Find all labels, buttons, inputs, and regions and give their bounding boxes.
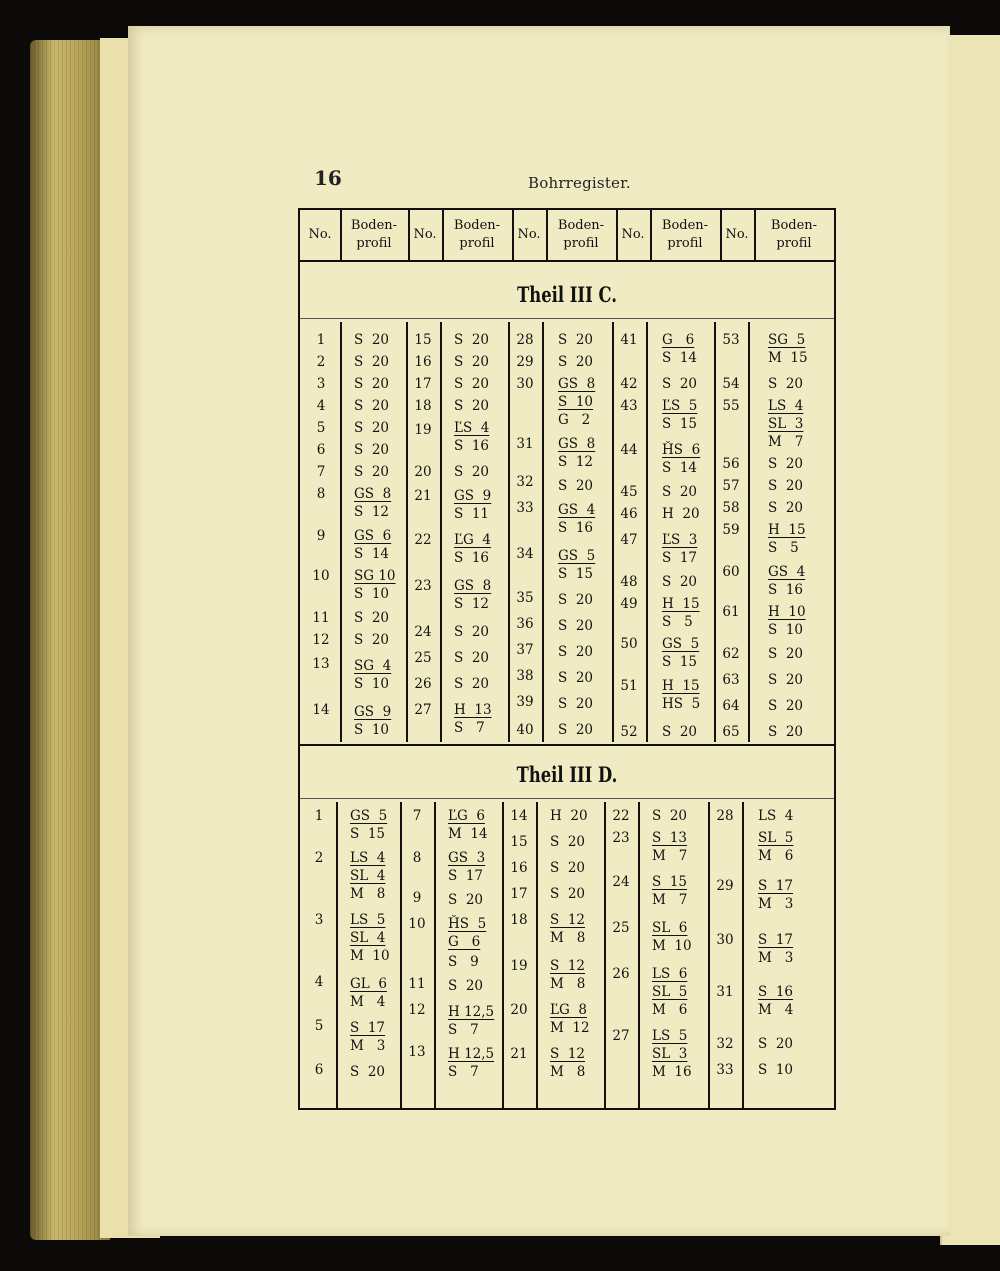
section-d-entry-number: 2 [314, 850, 324, 866]
section-d-soil-profile: ĽG 8 [550, 1002, 587, 1018]
section-c-soil-profile: S 20 [354, 376, 390, 392]
section-d-soil-profile: GL 6 [350, 976, 387, 992]
section-c-soil-profile: S 20 [558, 354, 594, 370]
section-c-entry-number: 35 [516, 590, 534, 606]
section-d-soil-profile: M 3 [758, 950, 794, 966]
section-d-soil-profile: M 8 [550, 976, 586, 992]
section-d-soil-profile: S 10 [758, 1062, 794, 1078]
section-d-soil-profile: G 6 [448, 934, 481, 950]
section-c-soil-profile: G 6 [662, 332, 695, 348]
book-page [128, 26, 950, 1236]
section-c-entry-number: 1 [316, 332, 326, 348]
section-c-soil-profile: S 20 [768, 376, 804, 392]
book-edge [30, 40, 110, 1240]
section-d-entry-number: 17 [510, 886, 528, 902]
section-c-soil-profile: GS 8 [558, 376, 596, 392]
section-d-soil-profile: M 8 [550, 930, 586, 946]
running-head: Bohrregister. [528, 174, 631, 192]
section-c-entry-number: 17 [414, 376, 432, 392]
section-d-entry-number: 29 [716, 878, 734, 894]
section-d-soil-profile: M 3 [350, 1038, 386, 1054]
section-c-soil-profile: ĽS 3 [662, 532, 698, 548]
section-c-entry-number: 3 [316, 376, 326, 392]
section-c-soil-profile: S 20 [354, 332, 390, 348]
section-c-soil-profile: S 20 [662, 724, 698, 740]
section-c-entry-number: 31 [516, 436, 534, 452]
section-d-entry-number: 31 [716, 984, 734, 1000]
section-c-entry-number: 40 [516, 722, 534, 738]
section-c-entry-number: 65 [722, 724, 740, 740]
section-c-soil-profile: GS 8 [354, 486, 392, 502]
section-c-soil-profile: S 20 [558, 670, 594, 686]
section-c-entry-number: 51 [620, 678, 638, 694]
section-c-entry-number: 33 [516, 500, 534, 516]
section-c-soil-profile: S 20 [354, 610, 390, 626]
section-d-entry-number: 8 [412, 850, 422, 866]
section-d-entry-number: 23 [612, 830, 630, 846]
section-c-soil-profile: S 20 [354, 398, 390, 414]
section-d-entry-number: 5 [314, 1018, 324, 1034]
section-d-soil-profile: M 12 [550, 1020, 590, 1036]
section-c-soil-profile: S 20 [768, 456, 804, 472]
section-c-soil-profile: S 20 [454, 676, 490, 692]
section-d-soil-profile: SL 5 [652, 984, 688, 1000]
section-c-entry-number: 41 [620, 332, 638, 348]
section-d-column-line [434, 802, 436, 1108]
section-c-entry-number: 62 [722, 646, 740, 662]
section-d-soil-profile: M 16 [652, 1064, 692, 1080]
section-d-entry-number: 26 [612, 966, 630, 982]
section-d-soil-profile: M 6 [758, 848, 794, 864]
section-c-entry-number: 42 [620, 376, 638, 392]
section-c-entry-number: 47 [620, 532, 638, 548]
section-c-soil-profile: S 20 [558, 478, 594, 494]
section-c-soil-profile: S 12 [558, 454, 594, 470]
section-c-entry-number: 10 [312, 568, 330, 584]
section-d-entry-number: 9 [412, 890, 422, 906]
section-c-entry-number: 13 [312, 656, 330, 672]
header-column-line [408, 210, 410, 260]
section-d-soil-profile: SL 4 [350, 868, 386, 884]
section-d-soil-profile: SL 5 [758, 830, 794, 846]
section-c-soil-profile: S 12 [354, 504, 390, 520]
section-d-soil-profile: S 9 [448, 954, 479, 970]
section-c-soil-profile: S 14 [354, 546, 390, 562]
section-c-soil-profile: S 20 [662, 574, 698, 590]
section-d-soil-profile: SL 4 [350, 930, 386, 946]
section-c-entry-number: 44 [620, 442, 638, 458]
header-bodenprofil: Boden- profil [770, 218, 818, 251]
header-no: No. [308, 227, 332, 242]
section-d-soil-profile: S 17 [350, 1020, 386, 1036]
section-d-column-line [638, 802, 640, 1108]
section-c-soil-profile: S 20 [558, 722, 594, 738]
section-c-entry-number: 16 [414, 354, 432, 370]
section-c-entry-number: 53 [722, 332, 740, 348]
section-c-entry-number: 37 [516, 642, 534, 658]
section-c-soil-profile: S 20 [558, 618, 594, 634]
section-d-entry-number: 27 [612, 1028, 630, 1044]
section-c-soil-profile: H 10 [768, 604, 806, 620]
header-column-line [754, 210, 756, 260]
section-d-soil-profile: SL 3 [652, 1046, 688, 1062]
section-d-soil-profile: ȞS 5 [448, 916, 487, 932]
section-d-soil-profile: LS 5 [350, 912, 386, 928]
section-c-entry-number: 27 [414, 702, 432, 718]
section-c-soil-profile: ĽS 4 [454, 420, 490, 436]
section-d-soil-profile: S 7 [448, 1064, 479, 1080]
section-c-soil-profile: S 17 [662, 550, 698, 566]
section-c-entry-number: 24 [414, 624, 432, 640]
section-c-entry-number: 26 [414, 676, 432, 692]
section-d-soil-profile: M 10 [652, 938, 692, 954]
section-d-entry-number: 4 [314, 974, 324, 990]
section-c-entry-number: 50 [620, 636, 638, 652]
section-c-column-line [646, 322, 648, 742]
section-c-entry-number: 11 [312, 610, 330, 626]
section-c-soil-profile: S 20 [768, 478, 804, 494]
section-d-entry-number: 10 [408, 916, 426, 932]
section-c-soil-profile: S 20 [768, 500, 804, 516]
section-c-soil-profile: S 20 [558, 592, 594, 608]
section-c-entry-number: 43 [620, 398, 638, 414]
section-d-soil-profile: S 16 [758, 984, 794, 1000]
section-c-entry-number: 22 [414, 532, 432, 548]
section-c-soil-profile: S 20 [662, 484, 698, 500]
section-c-entry-number: 61 [722, 604, 740, 620]
section-d-entry-number: 32 [716, 1036, 734, 1052]
section-d-soil-profile: S 20 [448, 978, 484, 994]
section-c-soil-profile: S 20 [454, 650, 490, 666]
section-c-soil-profile: S 20 [354, 442, 390, 458]
section-c-column-line [748, 322, 750, 742]
section-c-entry-number: 2 [316, 354, 326, 370]
section-c-soil-profile: S 10 [354, 722, 390, 738]
section-d-soil-profile: H 20 [550, 808, 588, 824]
section-c-soil-profile: S 5 [768, 540, 799, 556]
section-c-entry-number: 45 [620, 484, 638, 500]
section-d-soil-profile: LS 4 [350, 850, 386, 866]
section-c-rule [300, 318, 834, 319]
section-c-soil-profile: S 10 [558, 394, 594, 410]
section-c-soil-profile: S 20 [662, 376, 698, 392]
section-c-soil-profile: S 20 [768, 672, 804, 688]
section-c-entry-number: 34 [516, 546, 534, 562]
section-d-entry-number: 1 [314, 808, 324, 824]
header-no: No. [413, 227, 437, 242]
section-d-entry-number: 12 [408, 1002, 426, 1018]
section-c-entry-number: 20 [414, 464, 432, 480]
header-bodenprofil: Boden- profil [350, 218, 398, 251]
section-d-soil-profile: M 3 [758, 896, 794, 912]
section-c-soil-profile: SG 5 [768, 332, 806, 348]
section-c-soil-profile: S 20 [454, 464, 490, 480]
section-c-soil-profile: SL 3 [768, 416, 804, 432]
section-d-soil-profile: S 20 [550, 834, 586, 850]
section-c-entry-number: 57 [722, 478, 740, 494]
section-d-entry-number: 7 [412, 808, 422, 824]
section-c-soil-profile: S 15 [662, 416, 698, 432]
section-c-soil-profile: S 14 [662, 350, 698, 366]
section-c-entry-number: 60 [722, 564, 740, 580]
section-c-soil-profile: S 5 [662, 614, 693, 630]
section-d-soil-profile: S 20 [550, 860, 586, 876]
header-no: No. [621, 227, 645, 242]
section-title-d: Theil III D. [516, 762, 618, 787]
section-c-column-line [340, 322, 342, 742]
section-c-soil-profile: H 15 [662, 678, 700, 694]
section-c-soil-profile: S 15 [558, 566, 594, 582]
section-d-rule [300, 798, 834, 799]
section-c-soil-profile: HS 5 [662, 696, 701, 712]
section-d-soil-profile: M 7 [652, 892, 688, 908]
section-c-soil-profile: GS 8 [454, 578, 492, 594]
section-d-entry-number: 21 [510, 1046, 528, 1062]
section-c-soil-profile: SG 4 [354, 658, 392, 674]
header-no: No. [725, 227, 749, 242]
section-c-entry-number: 28 [516, 332, 534, 348]
section-d-soil-profile: S 15 [350, 826, 386, 842]
section-c-soil-profile: GS 9 [454, 488, 492, 504]
header-column-line [650, 210, 652, 260]
section-d-soil-profile: M 4 [350, 994, 386, 1010]
section-c-entry-number: 46 [620, 506, 638, 522]
section-c-entry-number: 54 [722, 376, 740, 392]
section-c-entry-number: 5 [316, 420, 326, 436]
section-c-soil-profile: M 15 [768, 350, 808, 366]
section-c-entry-number: 12 [312, 632, 330, 648]
section-c-soil-profile: S 20 [768, 724, 804, 740]
section-c-entry-number: 23 [414, 578, 432, 594]
section-d-column-line [604, 802, 606, 1108]
header-column-line [340, 210, 342, 260]
section-c-entry-number: 63 [722, 672, 740, 688]
section-c-entry-number: 52 [620, 724, 638, 740]
header-column-line [512, 210, 514, 260]
section-d-soil-profile: S 20 [448, 892, 484, 908]
section-d-soil-profile: S 20 [652, 808, 688, 824]
section-d-entry-number: 18 [510, 912, 528, 928]
page-number: 16 [314, 166, 342, 190]
section-c-soil-profile: S 16 [768, 582, 804, 598]
section-d-soil-profile: ĽG 6 [448, 808, 485, 824]
section-c-entry-number: 8 [316, 486, 326, 502]
header-column-line [720, 210, 722, 260]
section-d-soil-profile: LS 5 [652, 1028, 688, 1044]
section-c-entry-number: 15 [414, 332, 432, 348]
section-d-entry-number: 24 [612, 874, 630, 890]
section-c-soil-profile: GS 4 [558, 502, 596, 518]
section-d-column-line [536, 802, 538, 1108]
section-c-soil-profile: S 10 [354, 676, 390, 692]
section-d-entry-number: 6 [314, 1062, 324, 1078]
section-c-entry-number: 6 [316, 442, 326, 458]
section-c-soil-profile: M 7 [768, 434, 804, 450]
section-c-entry-number: 30 [516, 376, 534, 392]
section-c-soil-profile: S 20 [354, 464, 390, 480]
section-d-soil-profile: M 6 [652, 1002, 688, 1018]
section-c-entry-number: 48 [620, 574, 638, 590]
section-c-soil-profile: S 20 [454, 354, 490, 370]
section-c-soil-profile: ĽG 4 [454, 532, 491, 548]
section-c-soil-profile: S 20 [454, 624, 490, 640]
section-d-entry-number: 16 [510, 860, 528, 876]
section-d-soil-profile: S 15 [652, 874, 688, 890]
section-c-entry-number: 29 [516, 354, 534, 370]
section-d-entry-number: 3 [314, 912, 324, 928]
header-column-line [616, 210, 618, 260]
section-d-soil-profile: M 14 [448, 826, 488, 842]
section-c-soil-profile: SG 10 [354, 568, 396, 584]
section-c-soil-profile: H 20 [662, 506, 700, 522]
section-d-soil-profile: S 12 [550, 1046, 586, 1062]
section-c-soil-profile: S 15 [662, 654, 698, 670]
section-c-soil-profile: S 20 [354, 632, 390, 648]
section-d-column-line [336, 802, 338, 1108]
header-no: No. [517, 227, 541, 242]
section-c-entry-number: 19 [414, 422, 432, 438]
section-d-entry-number: 11 [408, 976, 426, 992]
section-c-entry-number: 7 [316, 464, 326, 480]
section-c-entry-number: 49 [620, 596, 638, 612]
section-d-column-line [742, 802, 744, 1108]
section-c-soil-profile: S 20 [558, 332, 594, 348]
section-c-soil-profile: H 15 [662, 596, 700, 612]
section-c-soil-profile: S 20 [768, 698, 804, 714]
section-c-soil-profile: LS 4 [768, 398, 804, 414]
section-c-entry-number: 25 [414, 650, 432, 666]
section-divider [300, 744, 834, 746]
section-d-entry-number: 33 [716, 1062, 734, 1078]
section-d-entry-number: 15 [510, 834, 528, 850]
section-title-c: Theil III C. [517, 282, 617, 307]
section-d-soil-profile: M 7 [652, 848, 688, 864]
section-d-soil-profile: GS 3 [448, 850, 486, 866]
section-d-soil-profile: S 13 [652, 830, 688, 846]
section-d-soil-profile: LS 4 [758, 808, 794, 824]
section-c-entry-number: 4 [316, 398, 326, 414]
section-d-soil-profile: S 20 [550, 886, 586, 902]
header-bodenprofil: Boden- profil [557, 218, 605, 251]
section-c-entry-number: 38 [516, 668, 534, 684]
section-c-soil-profile: H 13 [454, 702, 492, 718]
section-c-soil-profile: S 20 [354, 354, 390, 370]
section-c-soil-profile: GS 9 [354, 704, 392, 720]
section-c-soil-profile: S 20 [454, 376, 490, 392]
section-d-soil-profile: S 12 [550, 912, 586, 928]
section-c-soil-profile: S 11 [454, 506, 490, 522]
section-d-entry-number: 22 [612, 808, 630, 824]
section-c-soil-profile: GS 6 [354, 528, 392, 544]
section-c-soil-profile: S 16 [558, 520, 594, 536]
section-d-soil-profile: H 12,5 [448, 1004, 495, 1020]
section-d-soil-profile: S 17 [758, 878, 794, 894]
section-c-soil-profile: S 12 [454, 596, 490, 612]
section-d-soil-profile: M 8 [350, 886, 386, 902]
section-c-entry-number: 39 [516, 694, 534, 710]
section-d-soil-profile: S 20 [758, 1036, 794, 1052]
section-c-soil-profile: S 10 [354, 586, 390, 602]
section-d-column-line [400, 802, 402, 1108]
section-c-soil-profile: H 15 [768, 522, 806, 538]
section-d-entry-number: 14 [510, 808, 528, 824]
section-d-soil-profile: M 4 [758, 1002, 794, 1018]
section-c-entry-number: 55 [722, 398, 740, 414]
section-d-soil-profile: GS 5 [350, 808, 388, 824]
section-c-column-line [440, 322, 442, 742]
section-c-soil-profile: S 20 [454, 398, 490, 414]
section-d-soil-profile: S 17 [758, 932, 794, 948]
section-d-soil-profile: M 8 [550, 1064, 586, 1080]
section-c-soil-profile: S 16 [454, 438, 490, 454]
section-d-entry-number: 13 [408, 1044, 426, 1060]
drill-register-table [298, 208, 836, 1110]
section-c-column-line [542, 322, 544, 742]
section-d-soil-profile: S 17 [448, 868, 484, 884]
section-d-soil-profile: S 7 [448, 1022, 479, 1038]
section-c-soil-profile: S 16 [454, 550, 490, 566]
section-d-entry-number: 28 [716, 808, 734, 824]
section-d-entry-number: 19 [510, 958, 528, 974]
section-c-entry-number: 58 [722, 500, 740, 516]
section-c-soil-profile: GS 4 [768, 564, 806, 580]
section-c-entry-number: 64 [722, 698, 740, 714]
section-c-soil-profile: S 20 [558, 644, 594, 660]
section-d-soil-profile: H 12,5 [448, 1046, 495, 1062]
header-bodenprofil: Boden- profil [453, 218, 501, 251]
section-c-soil-profile: GS 5 [662, 636, 700, 652]
section-d-soil-profile: SL 6 [652, 920, 688, 936]
header-column-line [546, 210, 548, 260]
section-c-soil-profile: S 20 [454, 332, 490, 348]
section-c-entry-number: 36 [516, 616, 534, 632]
section-d-soil-profile: LS 6 [652, 966, 688, 982]
section-c-soil-profile: G 2 [558, 412, 591, 428]
section-c-entry-number: 14 [312, 702, 330, 718]
section-d-soil-profile: S 12 [550, 958, 586, 974]
section-c-soil-profile: GS 8 [558, 436, 596, 452]
section-c-entry-number: 32 [516, 474, 534, 490]
section-c-entry-number: 21 [414, 488, 432, 504]
section-d-soil-profile: M 10 [350, 948, 390, 964]
section-d-soil-profile: S 20 [350, 1064, 386, 1080]
section-d-entry-number: 20 [510, 1002, 528, 1018]
header-column-line [442, 210, 444, 260]
section-c-entry-number: 59 [722, 522, 740, 538]
section-c-entry-number: 56 [722, 456, 740, 472]
section-c-soil-profile: S 20 [354, 420, 390, 436]
section-c-soil-profile: S 20 [558, 696, 594, 712]
section-c-soil-profile: ȞS 6 [662, 442, 701, 458]
section-c-soil-profile: GS 5 [558, 548, 596, 564]
section-c-soil-profile: S 7 [454, 720, 485, 736]
section-d-entry-number: 30 [716, 932, 734, 948]
section-c-entry-number: 18 [414, 398, 432, 414]
header-bodenprofil: Boden- profil [661, 218, 709, 251]
section-c-soil-profile: ĽS 5 [662, 398, 698, 414]
section-c-soil-profile: S 20 [768, 646, 804, 662]
section-c-entry-number: 9 [316, 528, 326, 544]
section-d-entry-number: 25 [612, 920, 630, 936]
section-c-soil-profile: S 10 [768, 622, 804, 638]
section-c-soil-profile: S 14 [662, 460, 698, 476]
